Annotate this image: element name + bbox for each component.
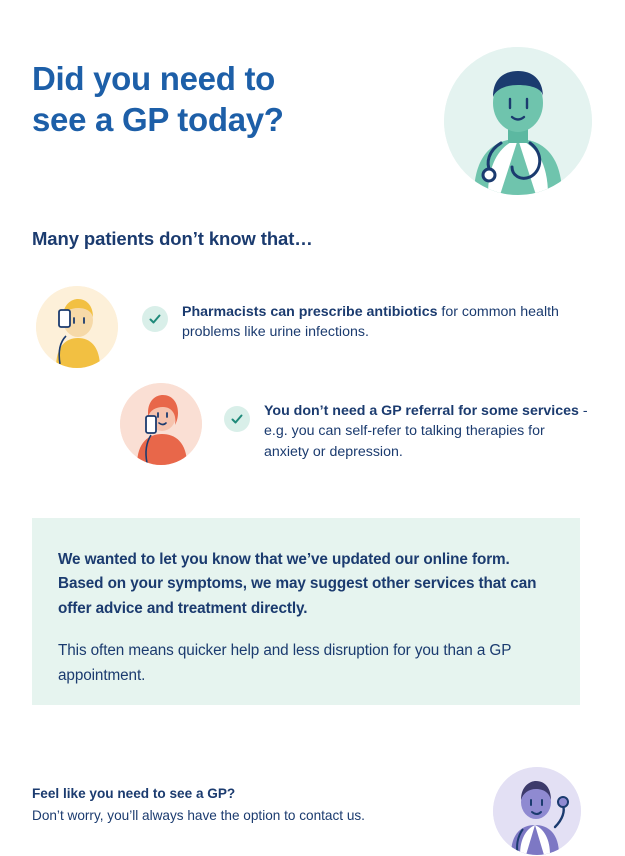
callout-paragraph-1: We wanted to let you know that we’ve updated our online form. Based on your symptoms, we may suggest other services that can offer advice and treatment directly. [58,551,537,617]
doctor-waving-illustration [493,767,581,855]
person-on-phone-illustration [120,383,202,465]
footer-line-1: Feel like you need to see a GP? [32,786,236,801]
footer [32,786,472,823]
fact-item [120,383,592,465]
fact-text [264,401,592,462]
headline-line-2: see a GP today? [32,101,284,139]
fact-text-rest: - e.g. you can self-refer to talking therapies for anxiety or depression. [264,403,588,460]
fact-text-rest: for common health problems like urine infections. [182,304,559,341]
subheading: Many patients don’t know that… [32,228,313,249]
doctor-illustration [444,47,592,195]
fact-text [182,302,582,343]
callout-paragraph-2: This often means quicker help and less disruption for you than a GP appointment. [58,642,512,684]
check-icon [142,306,168,332]
person-with-phone-illustration [36,286,118,368]
check-icon [224,406,250,432]
fact-text-bold: Pharmacists can prescribe antibiotics [182,304,438,320]
fact-item [36,286,592,368]
footer-line-2: Don’t worry, you’ll always have the option to contact us. [32,808,365,823]
headline-line-1: Did you need to [32,60,276,97]
fact-text-bold: You don’t need a GP referral for some services [264,403,579,419]
header [32,58,592,208]
callout-box [32,518,580,705]
page-title [32,58,412,141]
